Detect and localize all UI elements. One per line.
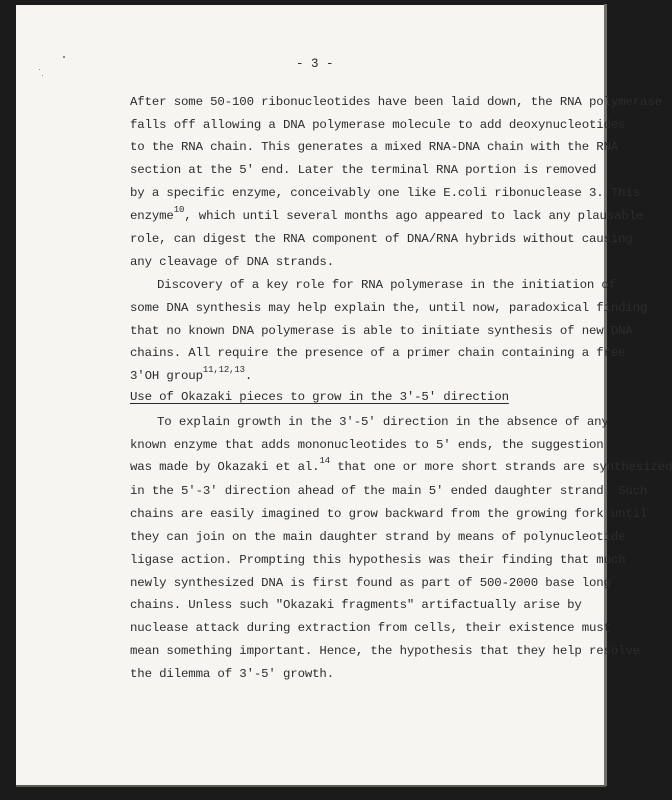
paragraph-1-line-7: role, can digest the RNA component of DNA/RNA hybrids without causing — [130, 232, 633, 246]
paragraph-1-line-5: by a specific enzyme, conceivably one like E.coli ribonuclease 3. This — [130, 186, 640, 200]
paragraph-2-line-1: Discovery of a key role for RNA polymerase in the initiation of — [157, 278, 616, 292]
paragraph-2-line-2: some DNA synthesis may help explain the, until now, paradoxical finding — [130, 301, 648, 315]
paragraph-2-line-5 — [130, 365, 253, 383]
section-heading: Use of Okazaki pieces to grow in the 3'-5' direction — [130, 390, 509, 404]
text-enzyme: enzyme — [130, 209, 174, 223]
text-period: . — [244, 369, 253, 383]
paragraph-3-line-3 — [130, 456, 672, 474]
page-edge-bottom — [16, 785, 606, 787]
paragraph-1-line-4: section at the 5' end. Later the terminal RNA portion is removed — [130, 163, 597, 177]
text-line-3-rest: that one or more short strands are synthesized — [329, 460, 672, 474]
paragraph-3-line-4: in the 5'-3' direction ahead of the main 5' ended daughter strand. Such — [130, 484, 648, 498]
paragraph-3-line-2: known enzyme that adds mononucleotides to 5' ends, the suggestion — [130, 438, 604, 452]
paragraph-3-line-6: they can join on the main daughter strand by means of polynucleotide — [130, 530, 626, 544]
paragraph-3-line-11: mean something important. Hence, the hypothesis that they help resolve — [130, 644, 640, 658]
paragraph-1-line-3: to the RNA chain. This generates a mixed RNA-DNA chain with the RNA — [130, 140, 619, 154]
paragraph-1-line-1: After some 50-100 ribonucleotides have been laid down, the RNA polymerase — [130, 95, 662, 109]
paragraph-3-line-8: newly synthesized DNA is first found as part of 500-2000 base long — [130, 576, 611, 590]
paragraph-1-line-6 — [130, 205, 644, 223]
paper-speck — [42, 75, 43, 76]
reference-10: 10 — [173, 205, 185, 215]
paragraph-1-line-2: falls off allowing a DNA polymerase molecule to add deoxynucleotides — [130, 118, 626, 132]
reference-14: 14 — [319, 456, 330, 466]
text-line-6-rest: , which until several months ago appeared to lack any plausable — [184, 209, 644, 223]
paragraph-2-line-3: that no known DNA polymerase is able to initiate synthesis of new DNA — [130, 324, 633, 338]
paragraph-3-line-7: ligase action. Prompting this hypothesis was their finding that much — [130, 553, 626, 567]
paragraph-1-line-8: any cleavage of DNA strands. — [130, 255, 334, 269]
reference-11-12-13: 11,12,13 — [202, 365, 245, 375]
paragraph-2-line-4: chains. All require the presence of a primer chain containing a free — [130, 346, 626, 360]
page-number: - 3 - — [296, 57, 334, 71]
paper-speck — [39, 69, 40, 70]
paragraph-3-line-5: chains are easily imagined to grow backward from the growing fork until — [130, 507, 648, 521]
paper-speck — [63, 56, 65, 58]
paragraph-3-line-10: nuclease attack during extraction from cells, their existence must — [130, 621, 611, 635]
paragraph-3-line-1: To explain growth in the 3'-5' direction in the absence of any — [157, 415, 609, 429]
text-3oh-group: 3'OH group — [130, 369, 203, 383]
paragraph-3-line-9: chains. Unless such "Okazaki fragments" artifactually arise by — [130, 598, 582, 612]
text-okazaki-et-al: was made by Okazaki et al. — [130, 460, 320, 474]
paragraph-3-line-12: the dilemma of 3'-5' growth. — [130, 667, 334, 681]
